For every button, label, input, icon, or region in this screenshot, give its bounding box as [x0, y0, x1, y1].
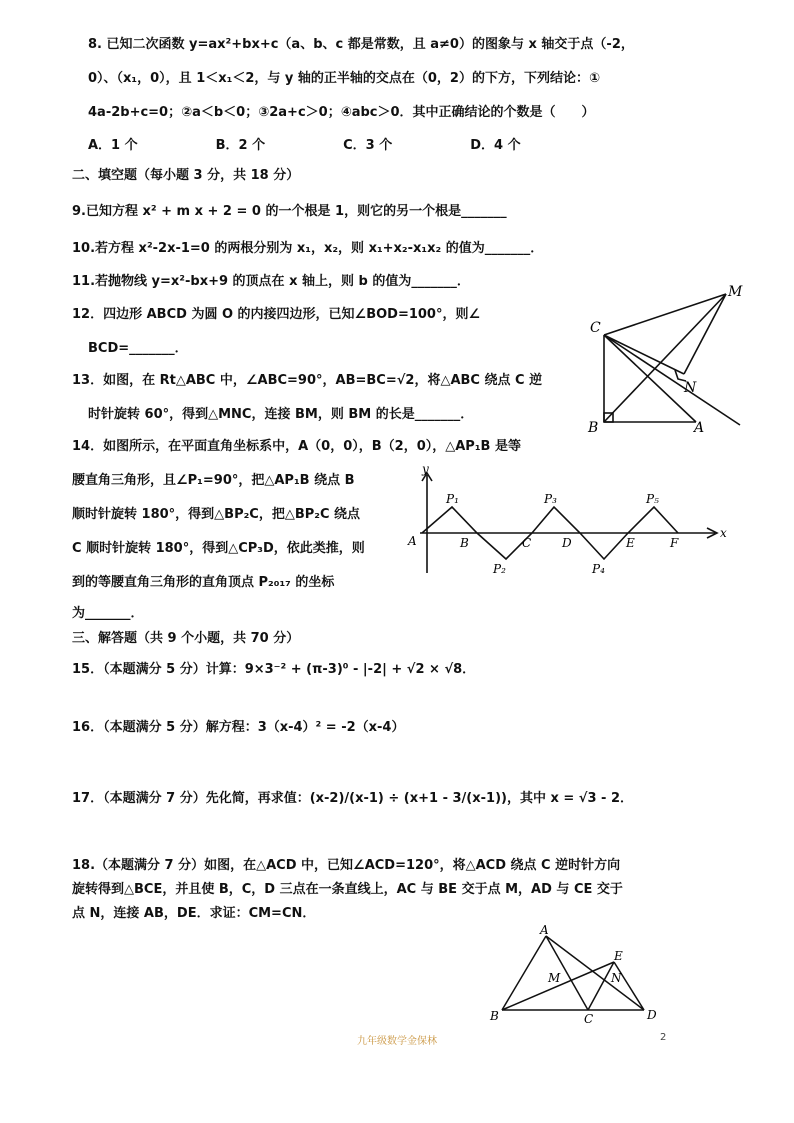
q12-line-1: 12．四边形 ABCD 为圆 O 的内接四边形，已知∠BOD=100°，则∠ — [72, 307, 481, 322]
fig18-label-n: N — [611, 971, 622, 985]
fig13-label-b: B — [588, 420, 599, 436]
figure-q13 — [580, 280, 750, 440]
fig14-label-b: B — [460, 536, 469, 550]
fig13-label-n: N — [684, 380, 697, 396]
q18-line-3: 点 N，连接 AB，DE．求证：CM=CN． — [72, 906, 316, 921]
fig18-label-e: E — [614, 949, 623, 963]
fig14-label-y: y — [422, 465, 429, 476]
q17: 17．（本题满分 7 分）先化简，再求值：(x-2)/(x-1) ÷ (x+1 - 3/(x-1))，其中 x = √3 - 2． — [72, 791, 634, 806]
fig18-label-b: B — [490, 1009, 499, 1023]
fig14-label-x: x — [720, 526, 727, 540]
q8-line-2: 0）、（x₁，0），且 1＜x₁＜2，与 y 轴的正半轴的交点在（0，2）的下方，下列结论：① — [88, 71, 600, 86]
figure-q14 — [400, 465, 735, 583]
fig14-label-p5: P₅ — [646, 492, 659, 506]
fig14-label-d: D — [562, 536, 572, 550]
fig13-label-m: M — [728, 284, 743, 300]
figure-q18 — [482, 920, 672, 1025]
q16: 16．（本题满分 5 分）解方程：3（x-4）² = -2（x-4） — [72, 720, 405, 735]
fig14-label-p1: P₁ — [446, 492, 459, 506]
q14-line-1: 14．如图所示，在平面直角坐标系中，A（0，0），B（2，0），△AP₁B 是等 — [72, 439, 521, 454]
fig18-label-m: M — [548, 971, 561, 985]
fig14-label-p3: P₃ — [544, 492, 557, 506]
fig18-label-c: C — [584, 1012, 594, 1025]
fig14-label-c: C — [522, 536, 532, 550]
q8-line-3: 4a-2b+c=0；②a＜b＜0；③2a+c＞0；④abc＞0．其中正确结论的个数是（ ） — [88, 105, 595, 120]
fig14-label-p2: P₂ — [493, 562, 506, 576]
q13-line-2: 时针旋转 60°，得到△MNC，连接 BM，则 BM 的长是_______． — [88, 407, 474, 422]
q13-line-1: 13．如图，在 Rt△ABC 中，∠ABC=90°，AB=BC=√2，将△ABC 绕点 C 逆 — [72, 373, 543, 388]
fig18-label-d: D — [647, 1008, 657, 1022]
q8-line-1: 8. 已知二次函数 y=ax²+bx+c（a、b、c 都是常数，且 a≠0）的图象与 x 轴交于点（-2， — [88, 37, 634, 52]
q18-line-1: 18.（本题满分 7 分）如图，在△ACD 中，已知∠ACD=120°，将△ACD 绕点 C 逆时针方向 — [72, 858, 621, 873]
q11: 11.若抛物线 y=x²-bx+9 的顶点在 x 轴上，则 b 的值为_______． — [72, 274, 470, 289]
fig13-label-c: C — [590, 320, 601, 336]
q12-line-2: BCD=_______． — [88, 341, 188, 356]
q15: 15．（本题满分 5 分）计算：9×3⁻² + (π-3)⁰ - |-2| + √2 × √8． — [72, 662, 476, 677]
fig13-label-a: A — [694, 420, 705, 436]
fig14-label-f: F — [670, 536, 679, 550]
fig14-label-p4: P₄ — [592, 562, 605, 576]
q14-line-5: 到的等腰直角三角形的直角顶点 P₂₀₁₇ 的坐标 — [72, 575, 335, 590]
fig14-label-a: A — [408, 534, 417, 548]
fig14-label-e: E — [626, 536, 635, 550]
q14-line-2: 腰直角三角形，且∠P₁=90°，把△AP₁B 绕点 B — [72, 473, 355, 488]
page-number: 2 — [660, 1032, 667, 1043]
fig18-label-a: A — [540, 923, 549, 937]
q14-line-3: 顺时针旋转 180°，得到△BP₂C，把△BP₂C 绕点 — [72, 507, 361, 522]
q18-line-2: 旋转得到△BCE，并且使 B，C，D 三点在一条直线上，AC 与 BE 交于点 M，AD 与 CE 交于 — [72, 882, 623, 897]
section-3-heading: 三、解答题（共 9 个小题，共 70 分） — [72, 631, 300, 646]
q14-line-6: 为_______． — [72, 606, 144, 621]
q8-options: A．1 个 B．2 个 C．3 个 D．4 个 — [88, 138, 521, 153]
page-footer: 九年级数学金保林 — [357, 1036, 437, 1047]
q14-line-4: C 顺时针旋转 180°，得到△CP₃D，依此类推，则 — [72, 541, 365, 556]
q9: 9.已知方程 x² + m x + 2 = 0 的一个根是 1，则它的另一个根是_______ — [72, 204, 507, 219]
q10: 10.若方程 x²-2x-1=0 的两根分别为 x₁，x₂，则 x₁+x₂-x₁x₂ 的值为_______． — [72, 241, 544, 256]
section-2-heading: 二、填空题（每小题 3 分，共 18 分） — [72, 168, 300, 183]
